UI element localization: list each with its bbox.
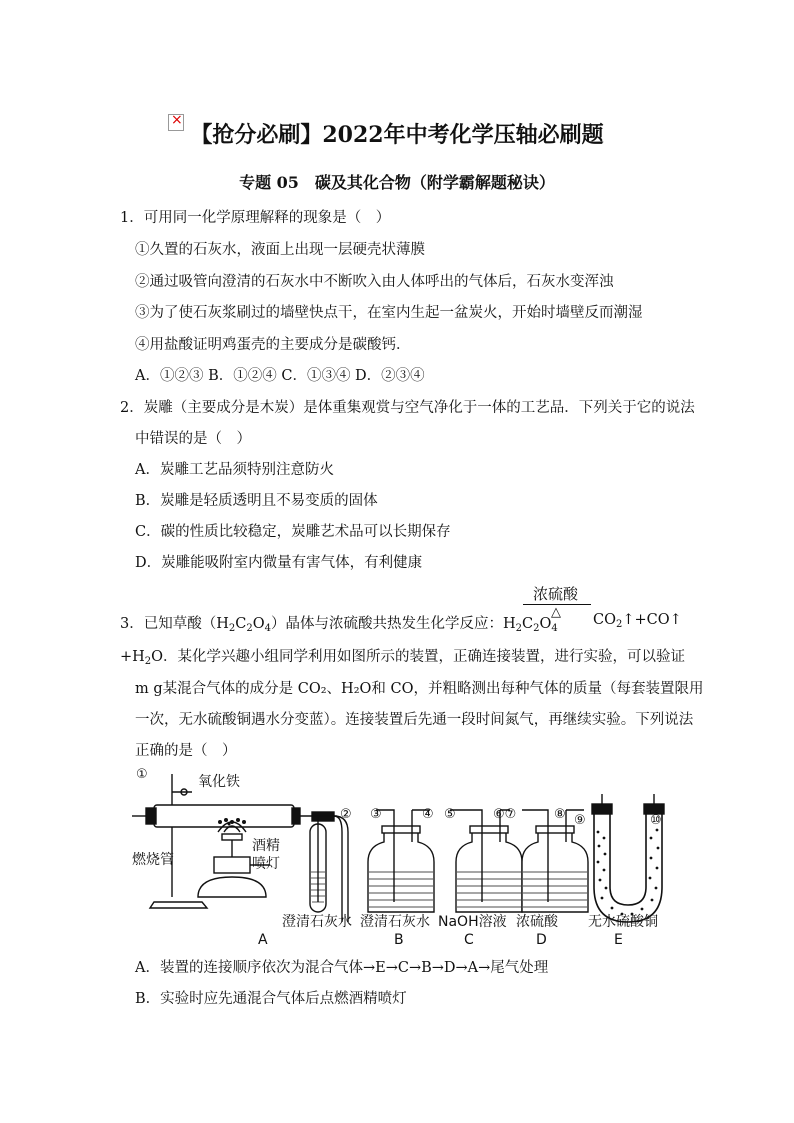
apparatus-letter: C [464, 932, 474, 948]
q2-option: A．炭雕工艺品须特别注意防火 [135, 462, 334, 478]
q1-item: ①久置的石灰水，液面上出现一层硬壳状薄膜 [135, 242, 425, 258]
burner-base [198, 877, 266, 897]
q2-option: D．炭雕能吸附室内微量有害气体，有利健康 [135, 555, 423, 571]
q3-stem-line3: m g某混合气体的成分是 CO₂、H₂O和 CO，并粗略测出每种气体的质量（每套装置限用 [135, 681, 704, 697]
q1-item: ④用盐酸证明鸡蛋壳的主要成分是碳酸钙． [135, 337, 411, 353]
port-label: ④ [422, 807, 434, 822]
q2-stem: 2．炭雕（主要成分是木炭）是体重集观赏与空气净化于一体的工艺品．下列关于它的说法 [120, 400, 695, 416]
port-label: ① [136, 767, 148, 782]
reaction-heat: △ [551, 605, 561, 620]
port-label: ⑧ [554, 807, 566, 822]
apparatus-label: NaOH溶液 [438, 914, 507, 930]
q3-stem-line5: 正确的是（ ） [135, 743, 237, 759]
q2-stem-cont: 中错误的是（ ） [135, 431, 251, 447]
q1-item: ③为了使石灰浆刷过的墙壁快点干，在室内生起一盆炭火，开始时墙壁反而潮湿 [135, 305, 643, 321]
q3-stem-line4: 一次，无水硫酸铜遇水分变蓝）。连接装置后先通一段时间氮气，再继续实验。下列说法 [135, 712, 694, 728]
port-label: ③ [370, 807, 382, 822]
apparatus-diagram [132, 762, 672, 952]
gas-bottle-b [368, 810, 434, 912]
q2-option: B．炭雕是轻质透明且不易变质的固体 [135, 493, 378, 509]
apparatus-label: 浓硫酸 [516, 914, 558, 930]
port-label: ⑥⑦ [493, 807, 517, 822]
apparatus-label: 澄清石灰水 [360, 914, 430, 930]
page-subtitle: 专题 05 碳及其化合物（附学霸解题秘诀） [239, 173, 555, 192]
reaction-products: $CO_2↑+CO↑$ [593, 612, 682, 630]
port-label: ② [340, 807, 352, 822]
q2-option: C．碳的性质比较稳定，炭雕艺术品可以长期保存 [135, 524, 451, 540]
burner-body [214, 857, 250, 873]
iron-oxide-label: 氧化铁 [198, 774, 240, 790]
burner-label: 酒精 [252, 838, 280, 854]
port-label: ⑤ [444, 807, 456, 822]
gas-bottle-c [450, 810, 522, 912]
apparatus-letter: A [258, 932, 268, 948]
q1-options: A．①②③ B．①②④ C．①③④ D．②③④ [135, 368, 425, 384]
q3-stem: 3．已知草酸$(H_2C_2O_4)$晶体与浓硫酸共热发生化学反应：$H_2C_2O_4$ [120, 616, 558, 634]
combustion-tube-label: 燃烧管 [132, 852, 174, 868]
port-label: ⑩ [650, 813, 662, 828]
stopper-left [146, 808, 156, 824]
q3-option: B．实验时应先通混合气体后点燃酒精喷灯 [135, 991, 407, 1007]
apparatus-letter: B [394, 932, 404, 948]
reaction-condition: 浓硫酸 [533, 585, 579, 603]
q3-stem-line2: $+H_2O$．某化学兴趣小组同学利用如图所示的装置，正确连接装置，进行实验，可以验证 [120, 649, 686, 667]
q1-item: ②通过吸管向澄清的石灰水中不断吹入由人体呼出的气体后，石灰水变浑浊 [135, 274, 614, 290]
combustion-tube [154, 805, 294, 827]
burner-head [222, 834, 242, 840]
burner-label: 喷灯 [252, 856, 280, 872]
port-label: ⑨ [574, 813, 586, 828]
page-title: 【抢分必刷】2022年中考化学压轴必刷题 [190, 122, 604, 148]
q1-stem: 1．可用同一化学原理解释的现象是（ ） [120, 210, 391, 226]
stopper-right [292, 808, 300, 824]
apparatus-letter: E [614, 932, 623, 948]
apparatus-letter: D [536, 932, 547, 948]
stand-base [150, 902, 207, 908]
q3-option: A．装置的连接顺序依次为混合气体→E→C→B→D→A→尾气处理 [135, 960, 549, 976]
apparatus-label: 无水硫酸铜 [588, 914, 658, 930]
apparatus-label: 澄清石灰水 [282, 914, 352, 930]
